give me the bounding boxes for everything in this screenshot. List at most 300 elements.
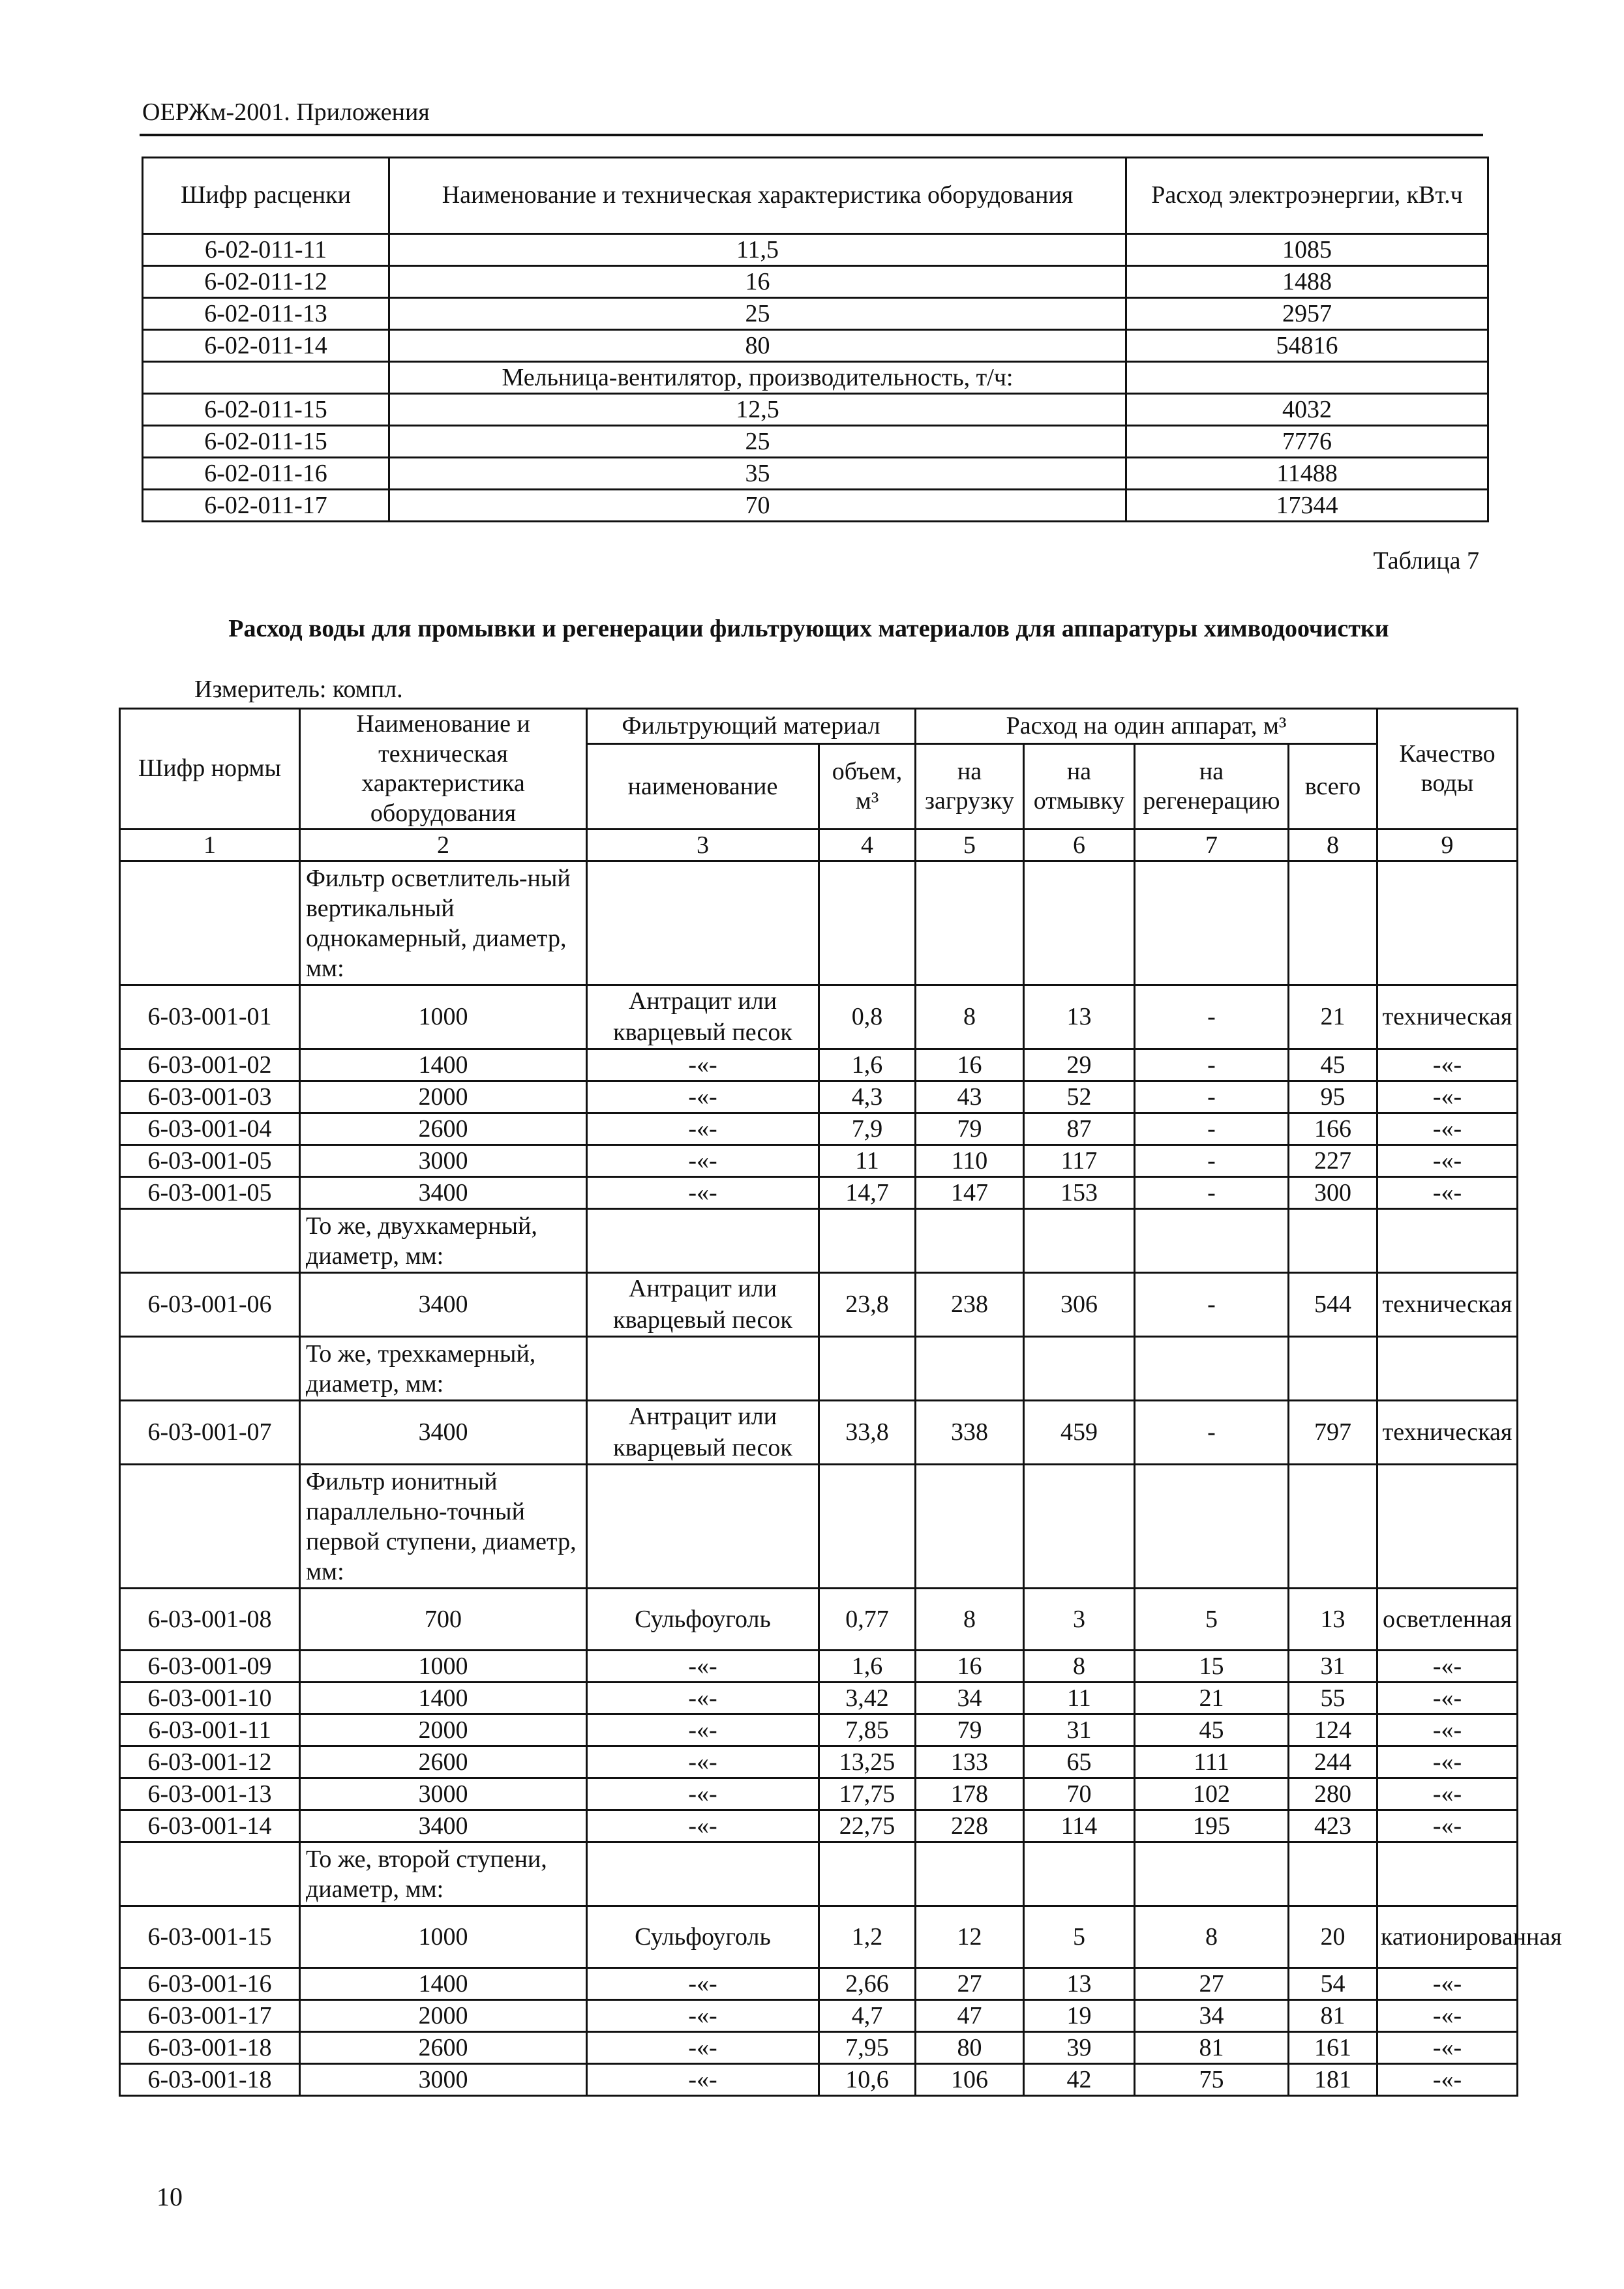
table-cell: 55 xyxy=(1289,1683,1377,1714)
table-cell: 23,8 xyxy=(819,1273,916,1337)
table-cell: 6-02-011-14 xyxy=(143,330,389,362)
table-cell: 3400 xyxy=(300,1273,587,1337)
table-cell: 16 xyxy=(389,266,1126,298)
empty-cell xyxy=(1024,1465,1135,1589)
table-cell: 12 xyxy=(916,1906,1024,1968)
table-row xyxy=(120,1778,1518,1810)
table-cell: 17344 xyxy=(1126,490,1488,522)
col-header-consumption: Расход электроэнергии, кВт.ч xyxy=(1126,158,1488,234)
table-cell: 6-03-001-05 xyxy=(120,1177,300,1209)
group-row xyxy=(120,1465,1518,1589)
column-number: 8 xyxy=(1289,830,1377,861)
table-cell: 8 xyxy=(916,985,1024,1049)
table-cell: - xyxy=(1135,1145,1289,1177)
table-row xyxy=(120,1401,1518,1465)
table-cell: - xyxy=(1135,985,1289,1049)
table-cell: 6-03-001-15 xyxy=(120,1906,300,1968)
col-header-total: всего xyxy=(1289,744,1377,830)
table-cell: 6-03-001-04 xyxy=(120,1113,300,1145)
table-cell: 3000 xyxy=(300,1145,587,1177)
group-label: То же, второй ступени, диаметр, мм: xyxy=(300,1842,587,1906)
table-cell: -«- xyxy=(1377,1081,1518,1113)
table-cell: Антрацит или кварцевый песок xyxy=(587,1273,819,1337)
table-cell: -«- xyxy=(587,1968,819,2000)
empty-cell xyxy=(1024,1209,1135,1273)
empty-cell xyxy=(1135,1465,1289,1589)
table-cell: 6-02-011-15 xyxy=(143,394,389,426)
empty-cell xyxy=(1289,861,1377,985)
table-cell: -«- xyxy=(587,1113,819,1145)
table-cell: 2000 xyxy=(300,1714,587,1746)
water-consumption-table xyxy=(119,708,1562,2097)
table-cell: 153 xyxy=(1024,1177,1135,1209)
table-row xyxy=(120,1589,1518,1651)
table-cell: 10,6 xyxy=(819,2064,916,2096)
table-cell: 2600 xyxy=(300,2032,587,2064)
table-cell: 1,6 xyxy=(819,1651,916,1683)
table-row xyxy=(143,458,1488,490)
table-cell: Сульфоуголь xyxy=(587,1906,819,1968)
empty-cell xyxy=(1024,861,1135,985)
table-row xyxy=(120,1651,1518,1683)
col-header-loading: на загрузку xyxy=(916,744,1024,830)
table-cell: 2,66 xyxy=(819,1968,916,2000)
table-cell: -«- xyxy=(587,1177,819,1209)
table-cell: 25 xyxy=(389,298,1126,330)
table-cell: 1400 xyxy=(300,1968,587,2000)
table-cell: 6-03-001-06 xyxy=(120,1273,300,1337)
table-cell: -«- xyxy=(1377,1651,1518,1683)
table-cell: 1000 xyxy=(300,1906,587,1968)
table-cell: 117 xyxy=(1024,1145,1135,1177)
group-row xyxy=(120,861,1518,985)
table-cell: 3400 xyxy=(300,1401,587,1465)
table-cell: 1000 xyxy=(300,1651,587,1683)
group-label: То же, трехкамерный, диаметр, мм: xyxy=(300,1337,587,1401)
table-cell: 13 xyxy=(1024,1968,1135,2000)
table-cell: 20 xyxy=(1289,1906,1377,1968)
table-cell: 15 xyxy=(1135,1651,1289,1683)
col-header-volume: объем, м³ xyxy=(819,744,916,830)
col-header-washing: на отмывку xyxy=(1024,744,1135,830)
table-cell: 12,5 xyxy=(389,394,1126,426)
table-cell: 544 xyxy=(1289,1273,1377,1337)
table-cell: 8 xyxy=(916,1589,1024,1651)
table-cell xyxy=(1126,362,1488,394)
table-row xyxy=(120,985,1518,1049)
table-cell: 6-03-001-07 xyxy=(120,1401,300,1465)
table-cell: -«- xyxy=(587,1683,819,1714)
table-cell: 1400 xyxy=(300,1683,587,1714)
table-cell: 1000 xyxy=(300,985,587,1049)
table-cell: 52 xyxy=(1024,1081,1135,1113)
empty-cell xyxy=(819,1842,916,1906)
table-cell: 81 xyxy=(1289,2000,1377,2032)
col-header-consumption: Расход на один аппарат, м³ xyxy=(916,709,1377,744)
table-cell: 6-03-001-11 xyxy=(120,1714,300,1746)
empty-cell xyxy=(1377,1209,1518,1273)
table-cell: -«- xyxy=(1377,2064,1518,2096)
table-cell: 6-02-011-12 xyxy=(143,266,389,298)
empty-cell xyxy=(1289,1337,1377,1401)
page-number: 10 xyxy=(157,2182,183,2211)
table-cell: 6-03-001-08 xyxy=(120,1589,300,1651)
column-number: 5 xyxy=(916,830,1024,861)
table-cell: 227 xyxy=(1289,1145,1377,1177)
table-row xyxy=(143,298,1488,330)
table-cell: 13 xyxy=(1289,1589,1377,1651)
empty-cell xyxy=(120,1209,300,1273)
empty-cell xyxy=(587,861,819,985)
table-cell: 14,7 xyxy=(819,1177,916,1209)
table-cell: 6-03-001-03 xyxy=(120,1081,300,1113)
table-cell: Антрацит или кварцевый песок xyxy=(587,985,819,1049)
table-cell: 11488 xyxy=(1126,458,1488,490)
table-number: Таблица 7 xyxy=(1373,547,1479,575)
meter-label: Измеритель: компл. xyxy=(194,676,403,703)
column-number: 9 xyxy=(1377,830,1518,861)
col-header-filter-material: Фильтрующий материал xyxy=(587,709,916,744)
table-cell: 80 xyxy=(916,2032,1024,2064)
table-cell: 178 xyxy=(916,1778,1024,1810)
empty-cell xyxy=(1377,1842,1518,1906)
table-cell: 42 xyxy=(1024,2064,1135,2096)
empty-cell xyxy=(120,1465,300,1589)
col-header-code: Шифр расценки xyxy=(143,158,389,234)
column-number-row xyxy=(120,830,1518,861)
table-cell: 35 xyxy=(389,458,1126,490)
empty-cell xyxy=(1377,861,1518,985)
table-cell: 2000 xyxy=(300,2000,587,2032)
table-cell: 87 xyxy=(1024,1113,1135,1145)
table-cell: 106 xyxy=(916,2064,1024,2096)
table-cell: 2600 xyxy=(300,1113,587,1145)
table-cell: 4,7 xyxy=(819,2000,916,2032)
table-cell: 3 xyxy=(1024,1589,1135,1651)
table-cell: осветленная xyxy=(1377,1589,1518,1651)
table-cell: -«- xyxy=(1377,1714,1518,1746)
table-cell: 797 xyxy=(1289,1401,1377,1465)
empty-cell xyxy=(587,1209,819,1273)
table-cell: 13,25 xyxy=(819,1746,916,1778)
table-cell: 0,77 xyxy=(819,1589,916,1651)
table-cell: 65 xyxy=(1024,1746,1135,1778)
table-cell: 147 xyxy=(916,1177,1024,1209)
table-cell: 11 xyxy=(1024,1683,1135,1714)
table-row xyxy=(120,1683,1518,1714)
table-cell: 31 xyxy=(1289,1651,1377,1683)
table-cell: 34 xyxy=(916,1683,1024,1714)
table-cell: 33,8 xyxy=(819,1401,916,1465)
table-cell: -«- xyxy=(1377,2032,1518,2064)
table-cell: 244 xyxy=(1289,1746,1377,1778)
col-header-regeneration: на регенерацию xyxy=(1135,744,1289,830)
table-cell: 6-03-001-02 xyxy=(120,1049,300,1081)
column-number: 3 xyxy=(587,830,819,861)
table-cell: 31 xyxy=(1024,1714,1135,1746)
table-cell: -«- xyxy=(1377,2000,1518,2032)
table-row xyxy=(120,2064,1518,2096)
table-cell: 3,42 xyxy=(819,1683,916,1714)
table-row xyxy=(120,2032,1518,2064)
table-cell: 6-03-001-18 xyxy=(120,2064,300,2096)
table-cell: -«- xyxy=(1377,1810,1518,1842)
table-cell: 1085 xyxy=(1126,234,1488,266)
table-cell: 11 xyxy=(819,1145,916,1177)
table-cell: -«- xyxy=(587,2064,819,2096)
table-row xyxy=(143,490,1488,522)
table-cell: техническая xyxy=(1377,1401,1518,1465)
table-cell: 306 xyxy=(1024,1273,1135,1337)
empty-cell xyxy=(1135,1209,1289,1273)
table-cell: - xyxy=(1135,1081,1289,1113)
table-cell: 70 xyxy=(1024,1778,1135,1810)
empty-cell xyxy=(1135,1337,1289,1401)
empty-cell xyxy=(1289,1465,1377,1589)
table-cell: 54816 xyxy=(1126,330,1488,362)
table-cell: - xyxy=(1135,1273,1289,1337)
col-header-material-name: наименование xyxy=(587,744,819,830)
table-cell: 700 xyxy=(300,1589,587,1651)
column-number: 4 xyxy=(819,830,916,861)
table-row xyxy=(120,1746,1518,1778)
table-cell: 6-03-001-05 xyxy=(120,1145,300,1177)
column-number: 2 xyxy=(300,830,587,861)
empty-cell xyxy=(819,1337,916,1401)
page-header: ОЕРЖм-2001. Приложения xyxy=(142,98,430,126)
table-cell: - xyxy=(1135,1401,1289,1465)
table-cell: -«- xyxy=(1377,1746,1518,1778)
table-cell: 45 xyxy=(1135,1714,1289,1746)
table-cell: 6-02-011-16 xyxy=(143,458,389,490)
table-cell: -«- xyxy=(587,1651,819,1683)
table-cell: 3000 xyxy=(300,2064,587,2096)
table-cell: 124 xyxy=(1289,1714,1377,1746)
col-header-code: Шифр нормы xyxy=(120,709,300,830)
water-consumption-table-body xyxy=(120,830,1562,2096)
empty-cell xyxy=(1024,1842,1135,1906)
col-header-quality: Качество воды xyxy=(1377,709,1518,830)
table-row xyxy=(120,2000,1518,2032)
header-rule xyxy=(140,134,1483,136)
table-cell: 1,6 xyxy=(819,1049,916,1081)
table-cell: 11,5 xyxy=(389,234,1126,266)
table-cell: 228 xyxy=(916,1810,1024,1842)
table-cell: 3000 xyxy=(300,1778,587,1810)
table-cell: -«- xyxy=(1377,1778,1518,1810)
table-cell: 6-03-001-14 xyxy=(120,1810,300,1842)
table-cell: 6-02-011-11 xyxy=(143,234,389,266)
table-cell: 6-03-001-18 xyxy=(120,2032,300,2064)
table-cell: 4,3 xyxy=(819,1081,916,1113)
table-row xyxy=(120,1714,1518,1746)
table-cell: 338 xyxy=(916,1401,1024,1465)
empty-cell xyxy=(1289,1842,1377,1906)
table-cell: 2000 xyxy=(300,1081,587,1113)
table-cell: -«- xyxy=(1377,1145,1518,1177)
table-cell: 2600 xyxy=(300,1746,587,1778)
table-cell: 75 xyxy=(1135,2064,1289,2096)
table-cell: -«- xyxy=(587,1145,819,1177)
table-cell: 21 xyxy=(1135,1683,1289,1714)
table-cell: 34 xyxy=(1135,2000,1289,2032)
empty-cell xyxy=(1289,1209,1377,1273)
table-cell: 300 xyxy=(1289,1177,1377,1209)
table-row xyxy=(120,1177,1518,1209)
table-cell: -«- xyxy=(1377,1177,1518,1209)
table-cell: 114 xyxy=(1024,1810,1135,1842)
group-row xyxy=(120,1842,1518,1906)
table-row xyxy=(120,1113,1518,1145)
empty-cell xyxy=(916,1209,1024,1273)
table-title: Расход воды для промывки и регенерации фильтрующих материалов для аппаратуры химводоочистки xyxy=(228,615,1389,642)
table-cell: 161 xyxy=(1289,2032,1377,2064)
table-cell: 181 xyxy=(1289,2064,1377,2096)
table-cell: 80 xyxy=(389,330,1126,362)
table-cell: 6-03-001-12 xyxy=(120,1746,300,1778)
empty-cell xyxy=(1135,861,1289,985)
empty-cell xyxy=(916,861,1024,985)
table-cell: 6-03-001-01 xyxy=(120,985,300,1049)
table-cell: 3400 xyxy=(300,1810,587,1842)
table-cell: 459 xyxy=(1024,1401,1135,1465)
table-row xyxy=(120,1049,1518,1081)
table-cell: 5 xyxy=(1024,1906,1135,1968)
table-cell: 27 xyxy=(916,1968,1024,2000)
table-cell: - xyxy=(1135,1177,1289,1209)
table-cell: 6-02-011-17 xyxy=(143,490,389,522)
table-row xyxy=(143,394,1488,426)
table-cell: 95 xyxy=(1289,1081,1377,1113)
table-cell: -«- xyxy=(587,1746,819,1778)
table-cell: 6-02-011-15 xyxy=(143,426,389,458)
empty-cell xyxy=(120,861,300,985)
table-cell: 195 xyxy=(1135,1810,1289,1842)
table-cell: -«- xyxy=(1377,1049,1518,1081)
table-row xyxy=(120,1810,1518,1842)
table-cell: 4032 xyxy=(1126,394,1488,426)
table-cell: Мельница-вентилятор, производительность, т/ч: xyxy=(389,362,1126,394)
table-cell: 6-03-001-13 xyxy=(120,1778,300,1810)
table-cell: - xyxy=(1135,1113,1289,1145)
table-cell: катионированная xyxy=(1377,1906,1518,1968)
table-row xyxy=(120,1968,1518,2000)
table-cell: 6-03-001-09 xyxy=(120,1651,300,1683)
empty-cell xyxy=(819,1465,916,1589)
table-cell: 70 xyxy=(389,490,1126,522)
table-cell: -«- xyxy=(587,1081,819,1113)
table-cell: 25 xyxy=(389,426,1126,458)
table-row xyxy=(120,1273,1518,1337)
table-cell: 110 xyxy=(916,1145,1024,1177)
table-row xyxy=(120,1145,1518,1177)
empty-cell xyxy=(819,1209,916,1273)
table-row xyxy=(120,1081,1518,1113)
empty-cell xyxy=(1377,1465,1518,1589)
table-cell: 423 xyxy=(1289,1810,1377,1842)
table-cell: 43 xyxy=(916,1081,1024,1113)
table-cell: техническая xyxy=(1377,985,1518,1049)
table-cell: 79 xyxy=(916,1113,1024,1145)
table-cell: -«- xyxy=(587,1049,819,1081)
empty-cell xyxy=(587,1842,819,1906)
table-cell: 2957 xyxy=(1126,298,1488,330)
table-cell: техническая xyxy=(1377,1273,1518,1337)
table-cell: 16 xyxy=(916,1049,1024,1081)
empty-cell xyxy=(916,1465,1024,1589)
table-cell: 6-03-001-17 xyxy=(120,2000,300,2032)
table-cell: 7,85 xyxy=(819,1714,916,1746)
table-row xyxy=(120,1906,1518,1968)
table-row xyxy=(143,330,1488,362)
column-number: 6 xyxy=(1024,830,1135,861)
table-cell: 29 xyxy=(1024,1049,1135,1081)
table-cell: 6-03-001-10 xyxy=(120,1683,300,1714)
table-row xyxy=(143,362,1488,394)
table-cell: 1,2 xyxy=(819,1906,916,1968)
table-cell: 47 xyxy=(916,2000,1024,2032)
table-cell: -«- xyxy=(1377,1113,1518,1145)
empty-cell xyxy=(819,861,916,985)
table-cell: 7,9 xyxy=(819,1113,916,1145)
electricity-table-body xyxy=(143,234,1488,522)
table-cell: 19 xyxy=(1024,2000,1135,2032)
table-cell: Антрацит или кварцевый песок xyxy=(587,1401,819,1465)
table-cell: 102 xyxy=(1135,1778,1289,1810)
table-row xyxy=(143,234,1488,266)
col-header-name: Наименование и техническая характеристика оборудования xyxy=(389,158,1126,234)
table-cell: 27 xyxy=(1135,1968,1289,2000)
col-header-name: Наименование и техническая характеристика оборудования xyxy=(300,709,587,830)
group-label: Фильтр осветлитель-ный вертикальный однокамерный, диаметр, мм: xyxy=(300,861,587,985)
table-cell: 13 xyxy=(1024,985,1135,1049)
table-cell: 0,8 xyxy=(819,985,916,1049)
table-cell: 238 xyxy=(916,1273,1024,1337)
table-cell: 6-02-011-13 xyxy=(143,298,389,330)
table-cell: 16 xyxy=(916,1651,1024,1683)
table-cell: 7,95 xyxy=(819,2032,916,2064)
table-cell: 1400 xyxy=(300,1049,587,1081)
table-cell: -«- xyxy=(587,2000,819,2032)
table-cell: -«- xyxy=(587,1810,819,1842)
table-cell: -«- xyxy=(587,1714,819,1746)
group-row xyxy=(120,1209,1518,1273)
column-number: 1 xyxy=(120,830,300,861)
table-cell: 6-03-001-16 xyxy=(120,1968,300,2000)
column-number: 7 xyxy=(1135,830,1289,861)
table-cell: 8 xyxy=(1135,1906,1289,1968)
table-cell: 54 xyxy=(1289,1968,1377,2000)
empty-cell xyxy=(587,1465,819,1589)
table-cell: 1488 xyxy=(1126,266,1488,298)
table-cell: 7776 xyxy=(1126,426,1488,458)
table-cell xyxy=(143,362,389,394)
group-label: Фильтр ионитный параллельно-точный первой ступени, диаметр, мм: xyxy=(300,1465,587,1589)
empty-cell xyxy=(1024,1337,1135,1401)
table-cell: Сульфоуголь xyxy=(587,1589,819,1651)
empty-cell xyxy=(120,1337,300,1401)
empty-cell xyxy=(1135,1842,1289,1906)
table-cell: -«- xyxy=(1377,1968,1518,2000)
empty-cell xyxy=(587,1337,819,1401)
table-cell: 5 xyxy=(1135,1589,1289,1651)
empty-cell xyxy=(916,1842,1024,1906)
table-cell: - xyxy=(1135,1049,1289,1081)
group-row xyxy=(120,1337,1518,1401)
table-cell: 22,75 xyxy=(819,1810,916,1842)
group-label: То же, двухкамерный, диаметр, мм: xyxy=(300,1209,587,1273)
table-cell: 280 xyxy=(1289,1778,1377,1810)
